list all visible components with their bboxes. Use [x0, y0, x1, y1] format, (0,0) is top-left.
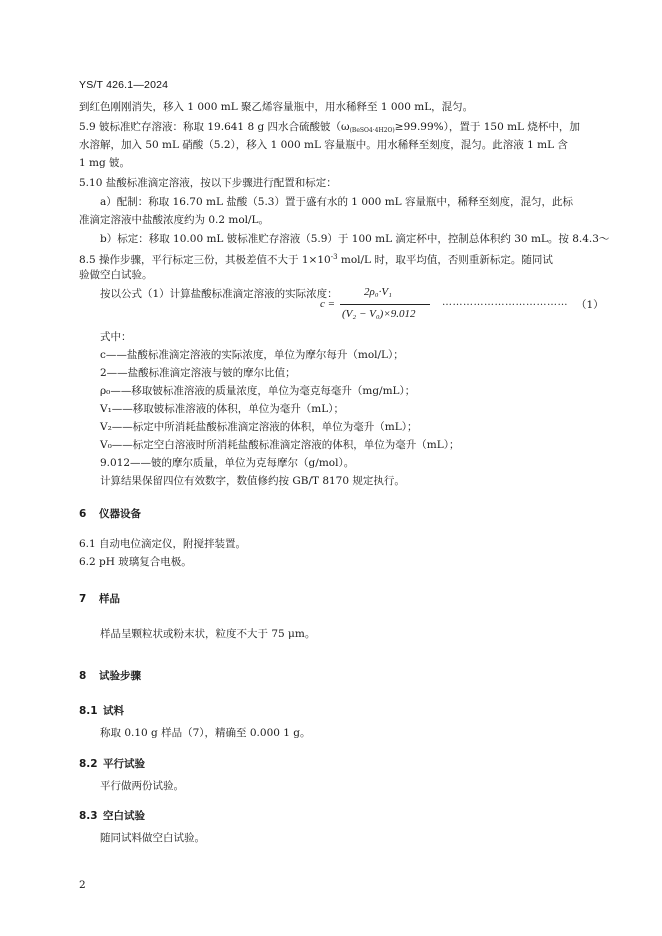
text-line: 准滴定溶液中盐酸浓度约为 0.2 mol/L。 — [79, 214, 270, 226]
text-line: 1 mg 铍。 — [79, 157, 131, 169]
section-title: 样品 — [99, 593, 120, 605]
clause-5-9-text-cont: ≥99.99%），置于 150 mL 烧杯中，加 — [394, 121, 580, 133]
fraction-bar — [340, 304, 430, 305]
text-line: 验做空白试验。 — [79, 269, 153, 281]
section-6-heading — [79, 506, 141, 521]
definition: ρ₀——移取铍标准溶液的质量浓度，单位为毫克每毫升（mg/mL）； — [100, 385, 416, 397]
definition: c——盐酸标准滴定溶液的实际浓度，单位为摩尔每升（mol/L）； — [100, 349, 404, 361]
text-line: 计算结果保留四位有效数字，数值修约按 GB/T 8170 规定执行。 — [100, 475, 405, 487]
item-6-2: 6.2 pH 玻璃复合电极。 — [79, 556, 192, 568]
formula-lhs: c = — [320, 298, 336, 310]
superscript: -3 — [330, 253, 338, 261]
definition: V₀——标定空白溶液时所消耗盐酸标准滴定溶液的体积，单位为毫升（mL）； — [100, 439, 460, 451]
section-8-2-heading — [79, 756, 145, 771]
section-title: 试验步骤 — [99, 670, 141, 682]
text-line: 水溶解，加入 50 mL 硝酸（5.2），移入 1 000 mL 容量瓶中。用水稀释至刻度，混匀。此溶液 1 mL 含 — [79, 139, 568, 151]
formula-1 — [320, 286, 430, 326]
formula-denominator: (V₂ − V₀)×9.012 — [342, 308, 416, 320]
text-line — [79, 250, 553, 267]
section-number: 6 — [79, 508, 87, 520]
subscript-beso4: (BeSO4·4H2O) — [349, 127, 395, 134]
section-number: 8.3 — [79, 810, 98, 822]
section-number: 7 — [79, 593, 87, 605]
clause-5-9-text: 5.9 铍标准贮存溶液：称取 19.641 8 g 四水合硫酸铍（ω — [79, 121, 350, 133]
equation-number: （1） — [576, 299, 604, 311]
document-code: YS/T 426.1—2024 — [79, 79, 169, 91]
section-8-1-heading — [79, 703, 124, 718]
text-line: 称取 0.10 g 样品（7），精确至 0.000 1 g。 — [100, 727, 311, 739]
clause-5-10: 5.10 盐酸标准滴定溶液，按以下步骤进行配置和标定： — [79, 177, 337, 189]
section-title: 平行试验 — [103, 758, 145, 770]
section-number: 8.2 — [79, 758, 98, 770]
definition: 2——盐酸标准滴定溶液与铍的摩尔比值； — [100, 367, 296, 379]
formula-numerator: 2ρ₀·V₁ — [364, 286, 392, 298]
text-line: 平行做两份试验。 — [100, 780, 184, 792]
definition: V₂——标定中所消耗盐酸标准滴定溶液的体积，单位为毫升（mL）； — [100, 421, 418, 433]
text-part: 8.5 操作步骤，平行标定三份，其极差值不大于 1×10 — [79, 254, 331, 266]
text-part: mol/L 时，取平均值，否则重新标定。随同试 — [337, 254, 553, 266]
formula-intro: 按以公式（1）计算盐酸标准滴定溶液的实际浓度： — [100, 288, 338, 300]
where-label: 式中： — [100, 331, 132, 343]
section-title: 试料 — [103, 705, 124, 717]
text-line: 到红色刚刚消失，移入 1 000 mL 聚乙烯容量瓶中，用水稀释至 1 000 mL，混匀。 — [79, 101, 474, 113]
section-number: 8 — [79, 670, 87, 682]
section-8-heading — [79, 668, 141, 683]
definition: 9.012——铍的摩尔质量，单位为克每摩尔（g/mol）。 — [100, 457, 355, 469]
section-title: 仪器设备 — [99, 508, 141, 520]
item-6-1: 6.1 自动电位滴定仪，附搅拌装置。 — [79, 538, 247, 550]
section-7-heading — [79, 591, 120, 606]
definition: V₁——移取铍标准溶液的体积，单位为毫升（mL）； — [100, 403, 344, 415]
section-title: 空白试验 — [103, 810, 145, 822]
clause-5-9 — [79, 120, 580, 138]
step-b: b）标定：移取 10.00 mL 铍标准贮存溶液（5.9）于 100 mL 滴定杯中，控制总体积约 30 mL。按 8.4.3～ — [100, 233, 610, 245]
step-a: a）配制：称取 16.70 mL 盐酸（5.3）置于盛有水的 1 000 mL 容量瓶中，稀释至刻度，混匀，此标 — [100, 196, 573, 208]
page-number: 2 — [79, 879, 86, 891]
text-line: 样品呈颗粒状或粉末状，粒度不大于 75 μm。 — [100, 628, 316, 640]
section-number: 8.1 — [79, 705, 98, 717]
section-8-3-heading — [79, 808, 145, 823]
dot-leader: ……………………………… — [442, 297, 568, 308]
text-line: 随同试料做空白试验。 — [100, 832, 205, 844]
